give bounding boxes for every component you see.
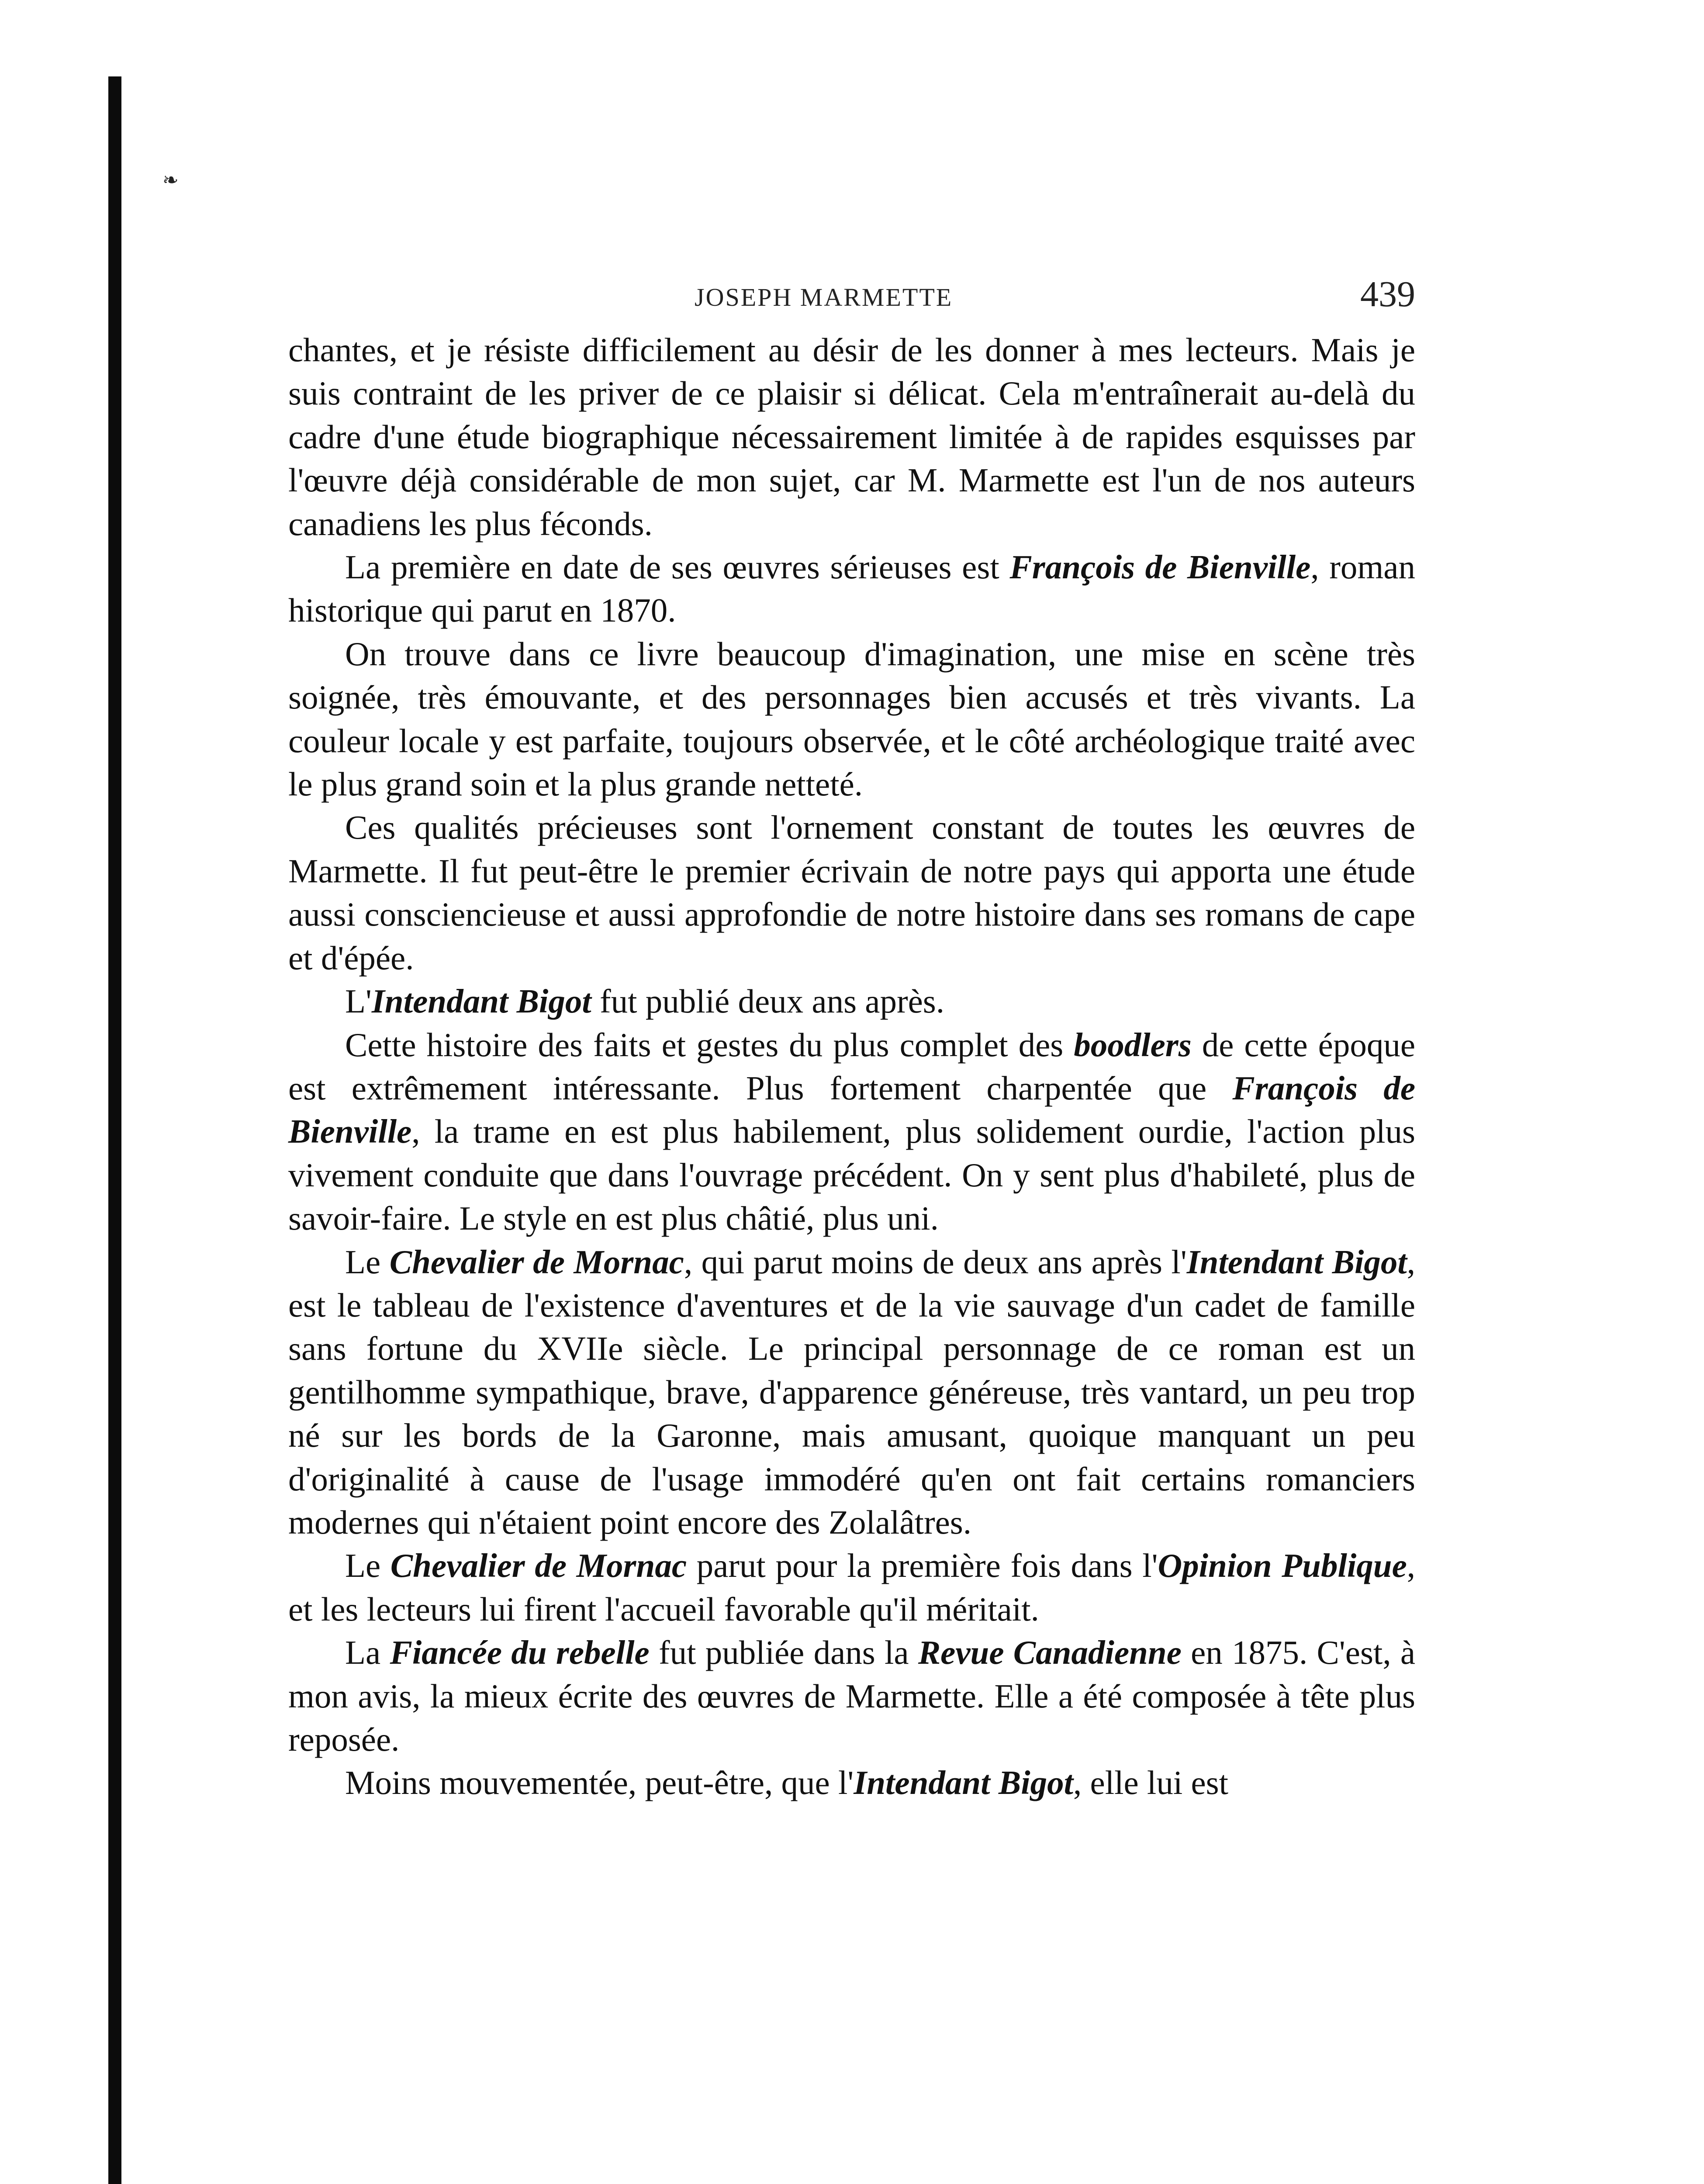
paragraph (288, 806, 1415, 980)
paragraph (288, 1023, 1415, 1241)
text-run: Le (345, 1243, 390, 1281)
text-run: en 1875. C'est, à mon avis, la mieux écrite des œuvres de Marmette. Elle a été composée à tête plus reposée. (288, 1634, 1415, 1758)
text-run: On trouve dans ce livre beaucoup d'imagination, une mise en scène très soignée, très émouvante, et des personnages bien accusés et très vivants. La couleur locale y est parfaite, toujours observée, et le côté archéologique traité avec le plus grand soin et la plus grande netteté. (288, 635, 1415, 803)
book-title: François de Bienville (288, 1069, 1416, 1151)
periodical-title: Revue Canadienne (918, 1634, 1182, 1672)
text-run: fut publiée dans la (649, 1634, 918, 1672)
text-run: , elle lui est (1073, 1764, 1229, 1802)
text-run: Ces qualités précieuses sont l'ornement constant de toutes les œuvres de Marmette. Il fut peut-être le premier écrivain de notre pays qui apporta une étude aussi consciencieuse et aussi approfondie de notre histoire dans ses romans de cape et d'épée. (288, 809, 1415, 977)
page-header (288, 273, 1415, 321)
page-binding-edge (108, 76, 121, 2184)
text-run: Le (345, 1547, 391, 1585)
paragraph (288, 1631, 1415, 1761)
text-run: , roman historique qui parut en 1870. (288, 548, 1415, 629)
text-run: L' (345, 982, 372, 1020)
text-run: Cette histoire des faits et gestes du plus complet des (345, 1026, 1074, 1064)
book-title: Fiancée du rebelle (390, 1634, 650, 1672)
paragraph (288, 632, 1415, 806)
book-title: François de Bienville (1009, 548, 1311, 586)
text-run: , qui parut moins de deux ans après l' (684, 1243, 1187, 1281)
paragraph (288, 980, 1415, 1023)
text-run: Moins mouvementée, peut-être, que l' (345, 1764, 854, 1802)
periodical-title: Opinion Publique (1158, 1547, 1407, 1585)
text-run: , la trame en est plus habilement, plus solidement ourdie, l'action plus vivement conduite que dans l'ouvrage précédent. On y sent plus d'habileté, plus de savoir-faire. Le style en est plus châtié, plus uni. (288, 1113, 1415, 1237)
margin-ornament-mark: ❧ (162, 169, 179, 191)
book-title: Intendant Bigot (1186, 1243, 1407, 1281)
book-title: Chevalier de Mornac (389, 1243, 684, 1281)
italic-term: boodlers (1074, 1026, 1192, 1064)
paragraph (288, 546, 1415, 632)
running-head: JOSEPH MARMETTE (695, 283, 953, 311)
text-run: , et les lecteurs lui firent l'accueil favorable qu'il méritait. (288, 1547, 1416, 1628)
book-title: Intendant Bigot (371, 982, 591, 1020)
text-run: de cette époque est extrêmement intéressante. Plus fortement charpentée que (288, 1026, 1416, 1107)
text-run: La (345, 1634, 390, 1672)
book-title: Chevalier de Mornac (390, 1547, 687, 1585)
paragraph (288, 1761, 1415, 1804)
text-run: La première en date de ses œuvres sérieuses est (345, 548, 1010, 586)
text-run: chantes, et je résiste difficilement au désir de les donner à mes lecteurs. Mais je suis contraint de les priver de ce plaisir si délicat. Cela m'entraînerait au-delà du cadre d'une étude biographique nécessairement limitée à de rapides esquisses par l'œuvre déjà considérable de mon sujet, car M. Marmette est l'un de nos auteurs canadiens les plus féconds. (288, 331, 1415, 543)
text-run: fut publié deux ans après. (591, 982, 944, 1020)
book-title: Intendant Bigot (854, 1764, 1074, 1802)
text-run: parut pour la première fois dans l' (687, 1547, 1158, 1585)
page-number: 439 (1360, 274, 1415, 314)
body-text (288, 328, 1415, 1805)
paragraph (288, 1241, 1415, 1545)
paragraph (288, 1544, 1415, 1631)
text-run: , est le tableau de l'existence d'aventures et de la vie sauvage d'un cadet de famille sans fortune du XVIIe siècle. Le principal personnage de ce roman est un gentilhomme sympathique, brave, d'apparence généreuse, très vantard, un peu trop né sur les bords de la Garonne, mais amusant, quoique manquant un peu d'originalité à cause de l'usage immodéré qu'en ont fait certains romanciers modernes qui n'étaient point encore des Zolalâtres. (288, 1243, 1416, 1541)
paragraph (288, 328, 1415, 546)
